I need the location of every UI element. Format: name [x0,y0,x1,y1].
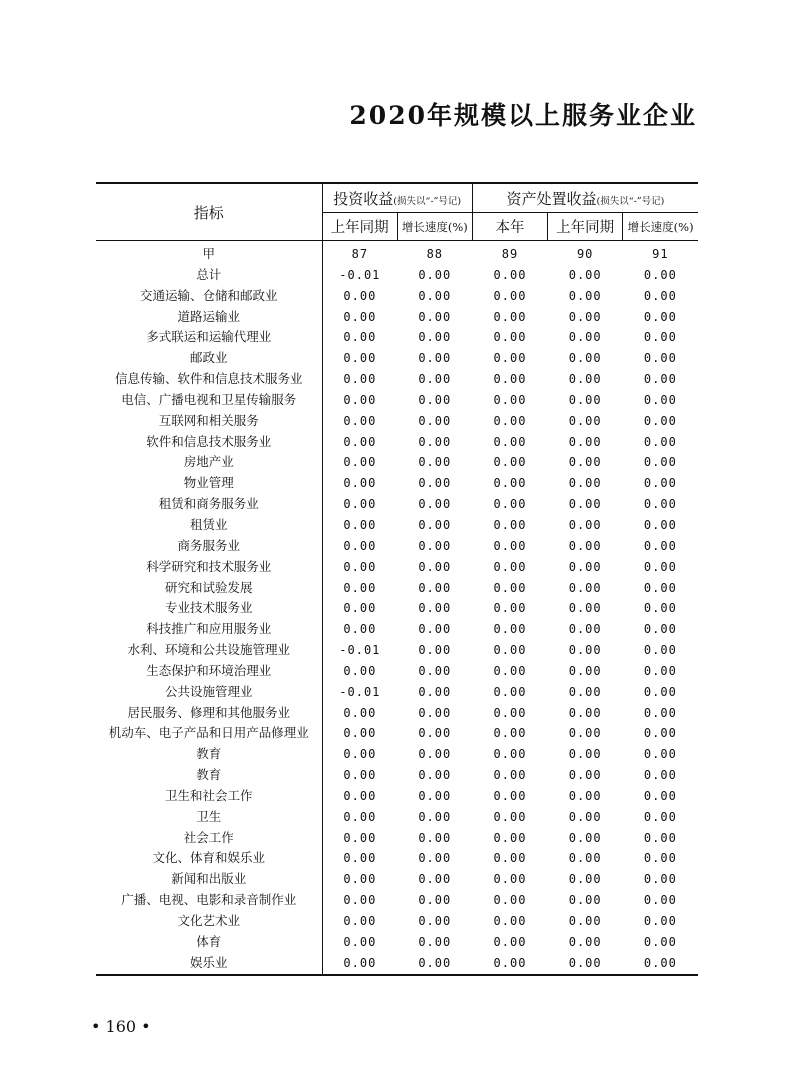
table-cell: 0.00 [418,497,452,512]
table-cell: 0.00 [643,434,677,449]
table-cell: 0.00 [418,893,452,908]
table-cell: 0.00 [568,726,602,741]
group-header-note: (损失以“-”号记) [393,195,462,207]
table-cell: 0.00 [493,726,527,741]
table-cell: 0.00 [493,413,527,428]
table-cell: 0.00 [568,893,602,908]
table-cell: 0.00 [643,955,677,970]
table-cell: 0.00 [493,663,527,678]
table-cell: 0.00 [493,372,527,387]
table-row [96,515,698,536]
table-cell: 0.00 [568,643,602,658]
group-header-label: 投资收益 [333,189,394,208]
sub-header: 增长速度(%) [397,213,472,241]
table-cell: 0.00 [493,893,527,908]
table-cell: 0.00 [418,809,452,824]
row-label: 软件和信息技术服务业 [96,432,322,453]
table-cell: 0.00 [418,788,452,803]
page-title: 2020年规模以上服务业企业 [349,101,697,130]
table-cell: 0.00 [643,455,677,470]
table-cell: 0.00 [568,351,602,366]
table-cell: 0.00 [418,372,452,387]
table-cell: 0.00 [643,497,677,512]
table-cell: 0.00 [643,788,677,803]
table-cell: 0.00 [568,622,602,637]
table-cell: 0.00 [343,893,377,908]
row-label: 广播、电视、电影和录音制作业 [96,890,322,911]
table-row [96,473,698,494]
table-cell: 0.00 [418,914,452,928]
table-cell: 0.00 [643,747,677,762]
table-cell: 0.00 [418,413,452,428]
table-cell: 0.00 [643,559,677,574]
table-cell: 0.00 [643,538,677,553]
table-cell: 0.00 [643,372,677,387]
table-cell: 0.00 [493,747,527,762]
table-cell: 0.00 [493,914,527,928]
table-cell: 0.00 [343,663,377,678]
table-row [96,432,698,453]
table-row [96,848,698,869]
table-row [96,911,698,932]
table-cell: 0.00 [568,309,602,324]
table-cell: 0.00 [568,330,602,345]
row-label: 体育 [96,932,322,953]
sub-header: 上年同期 [322,213,397,241]
table-cell: 0.00 [643,413,677,428]
table-cell: 0.00 [343,434,377,449]
table-cell: 0.00 [643,309,677,324]
table-cell: 0.00 [643,267,677,282]
table-row [96,390,698,411]
table-cell: 0.00 [643,392,677,407]
table-cell: 0.00 [568,476,602,491]
table-cell: 0.00 [643,809,677,824]
table-cell: 0.00 [643,476,677,491]
table-cell: 0.00 [343,288,377,303]
table-cell: 0.00 [418,267,452,282]
table-row [96,619,698,640]
table-cell: 0.00 [418,851,452,866]
row-label: 机动车、电子产品和日用产品修理业 [96,723,322,744]
table-row [96,765,698,786]
row-label: 教育 [96,765,322,786]
table-cell: 0.00 [643,726,677,741]
row-label: 社会工作 [96,828,322,849]
table-cell: 0.00 [493,330,527,345]
page-number: • 160 • [91,1017,151,1036]
table-cell: 0.00 [643,622,677,637]
row-label: 租赁和商务服务业 [96,494,322,515]
table-cell: 0.00 [568,434,602,449]
row-label: 商务服务业 [96,536,322,557]
table-cell: 0.00 [343,559,377,574]
row-label: 卫生 [96,807,322,828]
table-cell: 0.00 [643,288,677,303]
table-row [96,348,698,369]
row-label: 生态保护和环境治理业 [96,661,322,682]
table-cell: 0.00 [343,392,377,407]
row-label: 专业技术服务业 [96,598,322,619]
table-cell: 0.00 [343,497,377,512]
table-cell: 0.00 [343,476,377,491]
table-cell: 0.00 [418,830,452,845]
table-cell: 0.00 [343,413,377,428]
table-row [96,890,698,911]
table-cell: 0.00 [643,517,677,532]
statistics-table [96,182,698,976]
table-cell: 0.00 [418,330,452,345]
table-cell: 0.00 [568,747,602,762]
row-label: 租赁业 [96,515,322,536]
table-cell: 0.00 [643,768,677,783]
table-cell: 0.00 [493,768,527,783]
table-cell: 0.00 [568,455,602,470]
table-cell: 0.00 [418,309,452,324]
table-cell: 0.00 [568,934,602,949]
table-cell: 0.00 [418,392,452,407]
table-cell: 0.00 [643,351,677,366]
table-cell: 0.00 [418,559,452,574]
row-label: 娱乐业 [96,953,322,975]
table-row [96,703,698,724]
column-code: 87 [351,247,369,261]
code-row [96,241,698,265]
table-cell: 0.00 [568,580,602,595]
table-cell: 0.00 [418,622,452,637]
table-cell: 0.00 [493,601,527,616]
table-cell: 0.00 [493,788,527,803]
table-cell: 0.00 [418,643,452,658]
table-cell: 0.00 [568,413,602,428]
table-cell: 0.00 [343,851,377,866]
table-cell: 0.00 [568,705,602,720]
row-label: 卫生和社会工作 [96,786,322,807]
table-row [96,452,698,473]
table-cell: 0.00 [418,684,452,699]
table-cell: 0.00 [643,580,677,595]
row-label: 物业管理 [96,473,322,494]
sub-header: 上年同期 [548,213,623,241]
table-cell: 0.00 [418,517,452,532]
table-cell: -0.01 [339,643,381,658]
table-row [96,578,698,599]
table-cell: 0.00 [343,330,377,345]
table-cell: 0.00 [418,663,452,678]
table-row [96,661,698,682]
row-label: 公共设施管理业 [96,682,322,703]
row-label: 文化、体育和娱乐业 [96,848,322,869]
table-cell: 0.00 [493,851,527,866]
table-cell: 0.00 [418,351,452,366]
row-label: 互联网和相关服务 [96,411,322,432]
table-cell: 0.00 [568,601,602,616]
table-row [96,640,698,661]
table-row [96,327,698,348]
table-cell: 0.00 [493,392,527,407]
table-cell: 0.00 [343,830,377,845]
table-cell: 0.00 [643,705,677,720]
table-cell: 0.00 [343,809,377,824]
table-cell: 0.00 [568,768,602,783]
row-label: 新闻和出版业 [96,869,322,890]
table-cell: 0.00 [343,351,377,366]
group-header-asset-disposal-income [472,183,698,213]
table-row [96,286,698,307]
table-cell: 0.00 [568,872,602,887]
table-row [96,369,698,390]
column-code: 91 [652,247,669,261]
table-cell: 0.00 [418,934,452,949]
table-row [96,265,698,286]
table-cell: 0.00 [493,288,527,303]
table-cell: 0.00 [568,955,602,970]
row-label: 科技推广和应用服务业 [96,619,322,640]
table-cell: 0.00 [568,663,602,678]
table-cell: 0.00 [418,288,452,303]
table-cell: 0.00 [418,768,452,783]
row-label: 道路运输业 [96,307,322,328]
table-cell: 0.00 [493,351,527,366]
table-row [96,598,698,619]
table-row [96,307,698,328]
table-cell: 0.00 [343,538,377,553]
table-cell: 0.00 [643,663,677,678]
group-header-note: (损失以“-”号记) [596,195,665,207]
table-cell: 0.00 [343,580,377,595]
table-cell: 0.00 [418,747,452,762]
table-cell: 0.00 [568,538,602,553]
table-cell: 0.00 [493,872,527,887]
table-cell: 0.00 [568,914,602,928]
table-cell: 0.00 [343,872,377,887]
table-cell: 0.00 [568,788,602,803]
row-label: 信息传输、软件和信息技术服务业 [96,369,322,390]
table-row [96,411,698,432]
table-cell: 0.00 [493,517,527,532]
table-cell: 0.00 [343,622,377,637]
table-cell: 0.00 [493,267,527,282]
table-cell: 0.00 [493,955,527,970]
indicator-header: 指标 [96,183,322,241]
column-code: 90 [576,247,594,261]
table-cell: 0.00 [343,788,377,803]
table-row [96,557,698,578]
table-cell: 0.00 [343,601,377,616]
table-cell: 0.00 [418,601,452,616]
table-cell: 0.00 [343,309,377,324]
table-cell: 0.00 [568,288,602,303]
table-cell: -0.01 [339,684,381,699]
table-cell: 0.00 [568,517,602,532]
table-cell: 0.00 [568,559,602,574]
table-cell: 0.00 [493,622,527,637]
row-label: 房地产业 [96,452,322,473]
table-cell: 0.00 [493,538,527,553]
table-cell: 0.00 [493,643,527,658]
table-row [96,953,698,975]
table-cell: 0.00 [568,830,602,845]
table-cell: 0.00 [343,955,377,970]
row-label: 居民服务、修理和其他服务业 [96,703,322,724]
table-cell: 0.00 [418,726,452,741]
table-cell: 0.00 [343,747,377,762]
row-label: 文化艺术业 [96,911,322,932]
table-cell: 0.00 [493,684,527,699]
table-cell: 0.00 [643,684,677,699]
table-cell: 0.00 [493,559,527,574]
table-cell: 0.00 [493,934,527,949]
table-cell: 0.00 [643,830,677,845]
table-cell: 0.00 [493,476,527,491]
group-header-label: 资产处置收益 [506,189,597,208]
row-label: 邮政业 [96,348,322,369]
table-cell: 0.00 [418,872,452,887]
table-row [96,828,698,849]
sub-header: 本年 [472,213,547,241]
table-row [96,723,698,744]
table-cell: 0.00 [643,872,677,887]
table-cell: 0.00 [343,455,377,470]
row-label: 电信、广播电视和卫星传输服务 [96,390,322,411]
table-row [96,869,698,890]
row-label: 多式联运和运输代理业 [96,327,322,348]
table-row [96,682,698,703]
table-cell: 0.00 [568,267,602,282]
table-row [96,786,698,807]
table-cell: 0.00 [343,768,377,783]
table-cell: 0.00 [418,580,452,595]
row-label: 水利、环境和公共设施管理业 [96,640,322,661]
table-cell: 0.00 [643,643,677,658]
row-label: 研究和试验发展 [96,578,322,599]
table-row [96,494,698,515]
table-cell: 0.00 [643,914,677,928]
table-cell: 0.00 [643,330,677,345]
table-cell: 0.00 [343,726,377,741]
table-cell: 0.00 [568,392,602,407]
table-row [96,744,698,765]
table-cell: 0.00 [418,434,452,449]
table-cell: 0.00 [568,372,602,387]
row-label: 总计 [96,265,322,286]
table-cell: 0.00 [493,455,527,470]
sub-header: 增长速度(%) [623,213,698,241]
table-cell: 0.00 [568,851,602,866]
row-label: 教育 [96,744,322,765]
table-cell: 0.00 [418,476,452,491]
table-cell: 0.00 [643,851,677,866]
row-label: 科学研究和技术服务业 [96,557,322,578]
table-body [96,241,698,975]
code-row-label: 甲 [96,241,322,265]
table-cell: 0.00 [643,934,677,949]
table-cell: 0.00 [418,538,452,553]
table-cell: 0.00 [343,372,377,387]
table-cell: 0.00 [568,809,602,824]
table-cell: 0.00 [493,497,527,512]
table-cell: 0.00 [343,914,377,928]
table-row [96,807,698,828]
table-cell: 0.00 [343,934,377,949]
table-row [96,536,698,557]
column-code: 89 [501,247,519,261]
table-cell: -0.01 [339,267,381,282]
table-cell: 0.00 [493,309,527,324]
table-cell: 0.00 [343,517,377,532]
table-cell: 0.00 [643,893,677,908]
column-code: 88 [426,247,444,261]
table-cell: 0.00 [418,705,452,720]
table-cell: 0.00 [493,580,527,595]
table-cell: 0.00 [493,809,527,824]
table-cell: 0.00 [418,455,452,470]
row-label: 交通运输、仓储和邮政业 [96,286,322,307]
table-cell: 0.00 [568,684,602,699]
table-cell: 0.00 [568,497,602,512]
table-cell: 0.00 [643,601,677,616]
group-header-investment-income [322,183,472,213]
table-row [96,932,698,953]
table-cell: 0.00 [493,830,527,845]
table-cell: 0.00 [493,434,527,449]
table-cell: 0.00 [493,705,527,720]
table-cell: 0.00 [418,955,452,970]
table-cell: 0.00 [343,705,377,720]
